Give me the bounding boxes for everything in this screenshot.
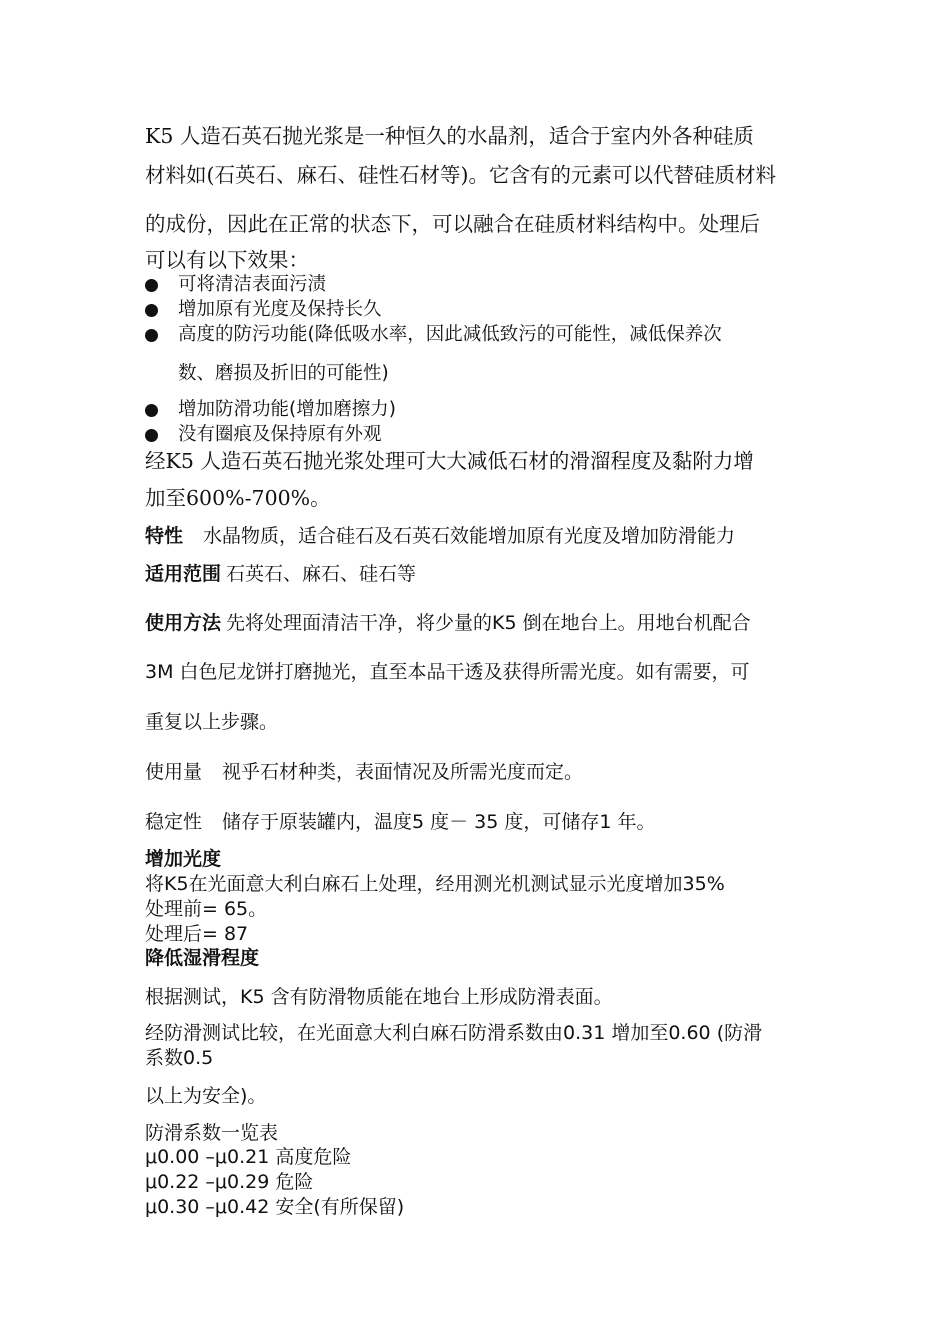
bullet-dot-icon (145, 279, 158, 292)
stability-text: 储存于原装罐内，温度5 度－ 35 度，可储存1 年。 (222, 811, 656, 833)
row-label: 高度危险 (275, 1146, 352, 1168)
bullet-item-continued: 数、磨损及折旧的可能性) (178, 363, 389, 384)
table-row (145, 1170, 313, 1194)
method-line-1: 先将处理面清洁干净，将少量的K5 倒在地台上。用地台机配合 (226, 612, 751, 634)
intro-line-2: 材料如(石英石、麻石、硅性石材等)。它含有的元素可以代替硅质材料 (145, 163, 776, 187)
table-row (145, 1195, 404, 1219)
intro-line-4: 可以有以下效果： (145, 248, 309, 272)
row-range: μ0.00 –μ0.21 (145, 1146, 270, 1168)
slip-paragraph-2-line-2: 系数0.5 (145, 1047, 214, 1069)
row-label: 安全(有所保留) (275, 1196, 405, 1218)
usage-paragraph (145, 760, 583, 784)
scope-label: 适用范围 (145, 563, 222, 585)
slip-paragraph-3: 以上为安全)。 (145, 1085, 267, 1107)
row-range: μ0.22 –μ0.29 (145, 1171, 270, 1193)
gloss-line-2: 处理前= 65。 (145, 898, 268, 920)
bullet-item: 高度的防污功能(降低吸水率，因此减低致污的可能性，减低保养次 (178, 324, 722, 345)
gloss-line-1: 将K5在光面意大利白麻石上处理，经用测光机测试显示光度增加35% (145, 873, 725, 895)
intro-line-3: 的成份，因此在正常的状态下，可以融合在硅质材料结构中。处理后 (145, 212, 760, 236)
method-paragraph (145, 611, 751, 635)
gloss-heading: 增加光度 (145, 848, 222, 870)
summary-line-2: 加至600%-700%。 (145, 486, 331, 510)
table-title: 防滑系数一览表 (145, 1122, 279, 1144)
method-line-3: 重复以上步骤。 (145, 711, 279, 733)
stability-paragraph (145, 810, 656, 834)
row-range: μ0.30 –μ0.42 (145, 1196, 270, 1218)
bullet-dot-icon (145, 429, 158, 442)
row-label: 危险 (275, 1171, 314, 1193)
slip-paragraph-2-line-1: 经防滑测试比较，在光面意大利白麻石防滑系数由0.31 增加至0.60 (防滑 (145, 1022, 763, 1044)
slip-heading: 降低湿滑程度 (145, 947, 260, 969)
bullet-item: 没有圈痕及保持原有外观 (178, 424, 382, 445)
scope-paragraph (145, 562, 416, 586)
stability-label: 稳定性 (145, 811, 203, 833)
method-line-2: 3M 白色尼龙饼打磨抛光，直至本品干透及获得所需光度。如有需要，可 (145, 661, 750, 683)
scope-text: 石英石、麻石、硅石等 (226, 563, 417, 585)
feature-paragraph (145, 524, 735, 548)
bullet-dot-icon (145, 329, 158, 342)
slip-paragraph-1: 根据测试，K5 含有防滑物质能在地台上形成防滑表面。 (145, 986, 613, 1008)
usage-label: 使用量 (145, 761, 203, 783)
method-label: 使用方法 (145, 612, 222, 634)
usage-text: 视乎石材种类，表面情况及所需光度而定。 (222, 761, 584, 783)
bullet-item: 增加防滑功能(增加磨擦力) (178, 399, 396, 420)
intro-line-1: K5 人造石英石抛光浆是一种恒久的水晶剂，适合于室内外各种硅质 (145, 124, 754, 148)
feature-label: 特性 (145, 525, 184, 547)
bullet-dot-icon (145, 304, 158, 317)
summary-line-1: 经K5 人造石英石抛光浆处理可大大减低石材的滑溜程度及黏附力增 (145, 449, 754, 473)
table-row (145, 1145, 351, 1169)
gloss-line-3: 处理后= 87 (145, 923, 249, 945)
bullet-item: 可将清洁表面污渍 (178, 274, 327, 295)
bullet-item: 增加原有光度及保持长久 (178, 299, 382, 320)
bullet-dot-icon (145, 404, 158, 417)
feature-text: 水晶物质，适合硅石及石英石效能增加原有光度及增加防滑能力 (203, 525, 736, 547)
